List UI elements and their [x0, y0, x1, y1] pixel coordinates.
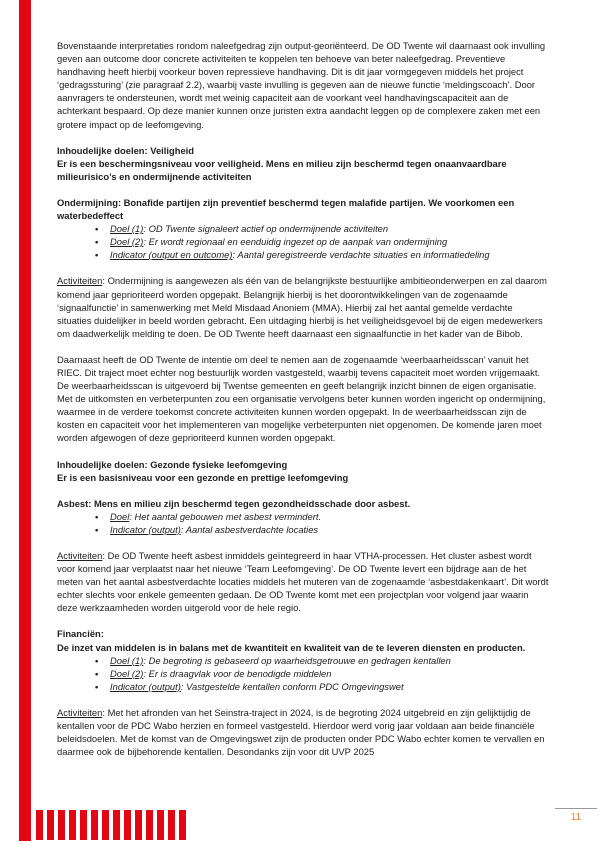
footer-bar: [47, 810, 54, 840]
footer-bar: [157, 810, 164, 840]
bullet-lead: Doel (1): [110, 654, 144, 666]
bullet-text: Aantal asbestverdachte locaties: [185, 523, 319, 535]
bullet-text: OD Twente signaleert actief op ondermijnende activiteiten: [148, 223, 389, 235]
paragraph-text: De OD Twente heeft asbest inmiddels geïntegreerd in haar VTHA-processen. Het cluster asbest wordt voor komend jaar verplaatst naar het nieuwe ‘Team Leefomgeving’. De OD Twente levert een bijdrage aan de het meten van het aantal asbestverdachte locaties middels het muteren van de zogenaamde ‘asbestdakenkaart’. Dit wordt echter slechts voor enkele gemeenten gedaan. De OD Twente komt met een projectplan voor volgend jaar waarin deze werkzaamheden worden uitgerold voor de hele regio.: [57, 550, 549, 614]
bullet-item: • Doel (1): De begroting is gebaseerd op waarheidsgetrouwe en gedragen kentallen: [110, 654, 549, 667]
paragraph: [57, 353, 549, 445]
heading-line: Inhoudelijke doelen: Gezonde fysieke leefomgeving: [57, 458, 288, 470]
footer-bar: [69, 810, 76, 840]
paragraph: Activiteiten: Ondermijning is aangewezen als één van de belangrijkste bestuurlijke ambitieonderwerpen en zal daarom komend jaar geprioriteerd worden opgepakt. Belangrijk hierbij is het doorontwikkelingen van de zogenaamde ‘signaalfunctie’ in samenwerking met Meld Misdaad Anoniem (MMA). Hierbij zal het aantal gemelde verdachte situaties duidelijker in beeld worden gebracht. Een uitdaging hierbij is het veiligheidsgevoel bij de eigen medewerkers om daadwerkelijk melding te doen. De OD Twente heeft daarnaast een signaalfunctie in het kader van de Bibob.: [57, 275, 547, 339]
footer-bar: [124, 810, 131, 840]
bullet-lead: Doel (2): [110, 236, 144, 248]
paragraph-text: Daarnaast heeft de OD Twente de intentie om deel te nemen aan de zogenaamde ‘weerbaarheidsscan’ vanuit het RIEC. Dit traject moet echter nog bestuurlijk worden vastgesteld, waarbij tevens capaciteit moet worden vrijgemaakt. De weerbaarheidsscan is uitgevoerd bij Twentse gemeenten en geeft belangrijk inzicht binnen de eigen organisatie. Met de uitkomsten en verbeterpunten zou een organisatie vervolgens beter kunnen worden ingericht op ondermijning, waarmee in de verdere toekomst concrete activiteiten kunnen worden opgepakt. In de weerbaarheidsscan zijn de kosten en capaciteit voor het implementeren van mogelijke verbeterpunten niet opgenomen. De komende jaren moet worden afgewogen of deze geprioriteerd kunnen worden opgepakt.: [57, 353, 546, 444]
bullet-item: • Doel (1): OD Twente signaleert actief op ondermijnende activiteiten: [110, 222, 549, 235]
heading-line: Ondermijning: Bonafide partijen zijn preventief beschermd tegen malafide partijen. We voorkomen een waterbedeffect: [57, 196, 515, 222]
bullet-list: [57, 222, 549, 261]
bullet-list: [57, 654, 549, 693]
bullet-lead: Doel (1): [110, 223, 144, 235]
heading-line: Inhoudelijke doelen: Veiligheid: [57, 144, 194, 156]
heading-line: Er is een basisniveau voor een gezonde en prettige leefomgeving: [57, 471, 349, 483]
paragraph-lead: Activiteiten: [57, 550, 103, 561]
footer-divider-line: [555, 808, 597, 809]
bullet-item: • Indicator (output): Aantal asbestverdachte locaties: [110, 523, 549, 536]
bullet-text: Aantal geregistreerde verdachte situaties en informatiedeling: [237, 249, 490, 261]
bullet-item: • Doel (2): Er wordt regionaal en eenduidig ingezet op de aanpak van ondermijning: [110, 235, 549, 248]
heading-line: Er is een beschermingsniveau voor veiligheid. Mens en milieu zijn beschermd tegen onaanvaardbare milieurisico’s en ondermijnende activiteiten: [57, 157, 507, 182]
heading-block: [57, 196, 549, 222]
bullet-lead: Indicator (output): [110, 680, 181, 692]
paragraph-lead: Activiteiten: [57, 706, 103, 718]
paragraph-text: Ondermijning is aangewezen als één van de belangrijkste bestuurlijke ambitieonderwerpen en zal daarom komend jaar geprioriteerd worden opgepakt. Belangrijk hierbij is het doorontwikkelingen van de zogenaamde ‘signaalfunctie’ in samenwerking met Meld Misdaad Anoniem (MMA). Hierbij zal het aantal gemelde verdachte situaties duidelijker in beeld worden gebracht. Een uitdaging hierbij is het veiligheidsgevoel bij de eigen medewerkers om daadwerkelijk melding te doen. De OD Twente heeft daarnaast een signaalfunctie in het kader van de Bibob.: [57, 275, 547, 339]
heading-line: Asbest: Mens en milieu zijn beschermd tegen gezondheidsschade door asbest.: [57, 497, 411, 509]
bullet-text: Er is draagvlak voor de benodigde middelen: [148, 667, 332, 679]
paragraph-lead: Activiteiten: [57, 275, 103, 287]
bullet-text: Vastgestelde kentallen conform PDC Omgevingswet: [186, 680, 404, 692]
footer-bar: [146, 810, 153, 840]
bullet-list: [57, 510, 549, 536]
paragraph-text: Met het afronden van het Seinstra-traject in 2024, is de begroting 2024 uitgebreid en zijn gelijktijdig de kentallen voor de PDC Wabo herzien en formeel vastgesteld. Hierdoor werd vorig jaar voldaan aan beide financiële beleidsdoelen. Met de komst van de Omgevingswet zijn de producten onder PDC Wabo echter komen te vervallen en daarmee ook de bijbehorende kentallen. Desondanks zijn voor dit UVP 2025: [57, 706, 545, 758]
heading-block: [57, 144, 549, 183]
bullet-item: • Indicator (output): Vastgestelde kentallen conform PDC Omgevingswet: [110, 680, 549, 693]
bullet-text: Er wordt regionaal en eenduidig ingezet op de aanpak van ondermijning: [148, 236, 448, 248]
footer-bar: [80, 810, 87, 840]
footer-bar: [113, 810, 120, 840]
left-edge-red-bar: [19, 0, 31, 841]
heading-block: [57, 627, 549, 653]
paragraph-text: Bovenstaande interpretaties rondom naleefgedrag zijn output-georiënteerd. De OD Twente wil daarnaast ook invulling geven aan outcome door concrete activiteiten te koppelen ten behoeve van beter naleefgedrag. Preventieve handhaving heeft hierbij voorkeur boven repressieve handhaving. Dit is dit jaar vormgegeven middels het project ‘gedragssturing’ (zie paragraaf 2.2), waarbij vaste invulling is gegeven aan de nieuwe functie ‘meldingscoach’. Door aanvragers te ondersteunen, wordt met weinig capaciteit aan de voorkant veel handhavingscapaciteit aan de achterkant bespaard. Op deze manier kunnen onze juristen extra aandacht leggen op de complexere zaken met een grotere impact op de leefomgeving.: [57, 40, 546, 130]
paragraph: Activiteiten: De OD Twente heeft asbest inmiddels geïntegreerd in haar VTHA-processen. Het cluster asbest wordt voor komend jaar verplaatst naar het nieuwe ‘Team Leefomgeving’. De OD Twente levert een bijdrage aan de het meten van het aantal asbestverdachte locaties middels het muteren van de zogenaamde ‘asbestdakenkaart’. Dit wordt echter slechts voor enkele gemeenten gedaan. De OD Twente komt met een projectplan voor volgend jaar waarin deze werkzaamheden worden uitgerold voor de hele regio.: [57, 550, 549, 614]
bullet-text: De begroting is gebaseerd op waarheidsgetrouwe en gedragen kentallen: [148, 654, 451, 666]
bullet-lead: Doel: [110, 510, 130, 522]
paragraph: Activiteiten: Met het afronden van het Seinstra-traject in 2024, is de begroting 2024 uitgebreid en zijn gelijktijdig de kentallen voor de PDC Wabo herzien en formeel vastgesteld. Hierdoor werd vorig jaar voldaan aan beide financiële beleidsdoelen. Met de komst van de Omgevingswet zijn de producten onder PDC Wabo echter komen te vervallen en daarmee ook de bijbehorende kentallen. Desondanks zijn voor dit UVP 2025: [57, 706, 545, 758]
page-number: 11: [570, 812, 582, 823]
footer-bar: [168, 810, 175, 840]
heading-line: De inzet van middelen is in balans met de kwantiteit en kwaliteit van de te leveren diensten en producten.: [57, 641, 526, 653]
heading-block: [57, 497, 549, 510]
heading-block: [57, 458, 549, 484]
bullet-lead: Indicator (output en outcome): [110, 249, 233, 261]
footer-barcode: [36, 810, 190, 840]
bullet-item: • Doel (2): Er is draagvlak voor de benodigde middelen: [110, 667, 549, 680]
document-content: [57, 39, 549, 771]
footer-bar: [36, 810, 43, 840]
heading-line: Financiën:: [57, 628, 104, 640]
footer-bar: [91, 810, 98, 840]
bullet-text: Het aantal gebouwen met asbest vermindert.: [134, 510, 322, 522]
footer-bar: [179, 810, 186, 840]
footer-bar: [102, 810, 109, 840]
footer-bar: [135, 810, 142, 840]
bullet-item: • Doel: Het aantal gebouwen met asbest vermindert.: [110, 510, 549, 523]
footer-bar: [58, 810, 65, 840]
bullet-lead: Doel (2): [110, 667, 144, 679]
bullet-item: • Indicator (output en outcome): Aantal geregistreerde verdachte situaties en informatiedeling: [110, 248, 549, 261]
bullet-lead: Indicator (output): [110, 523, 181, 535]
paragraph: [57, 39, 549, 131]
